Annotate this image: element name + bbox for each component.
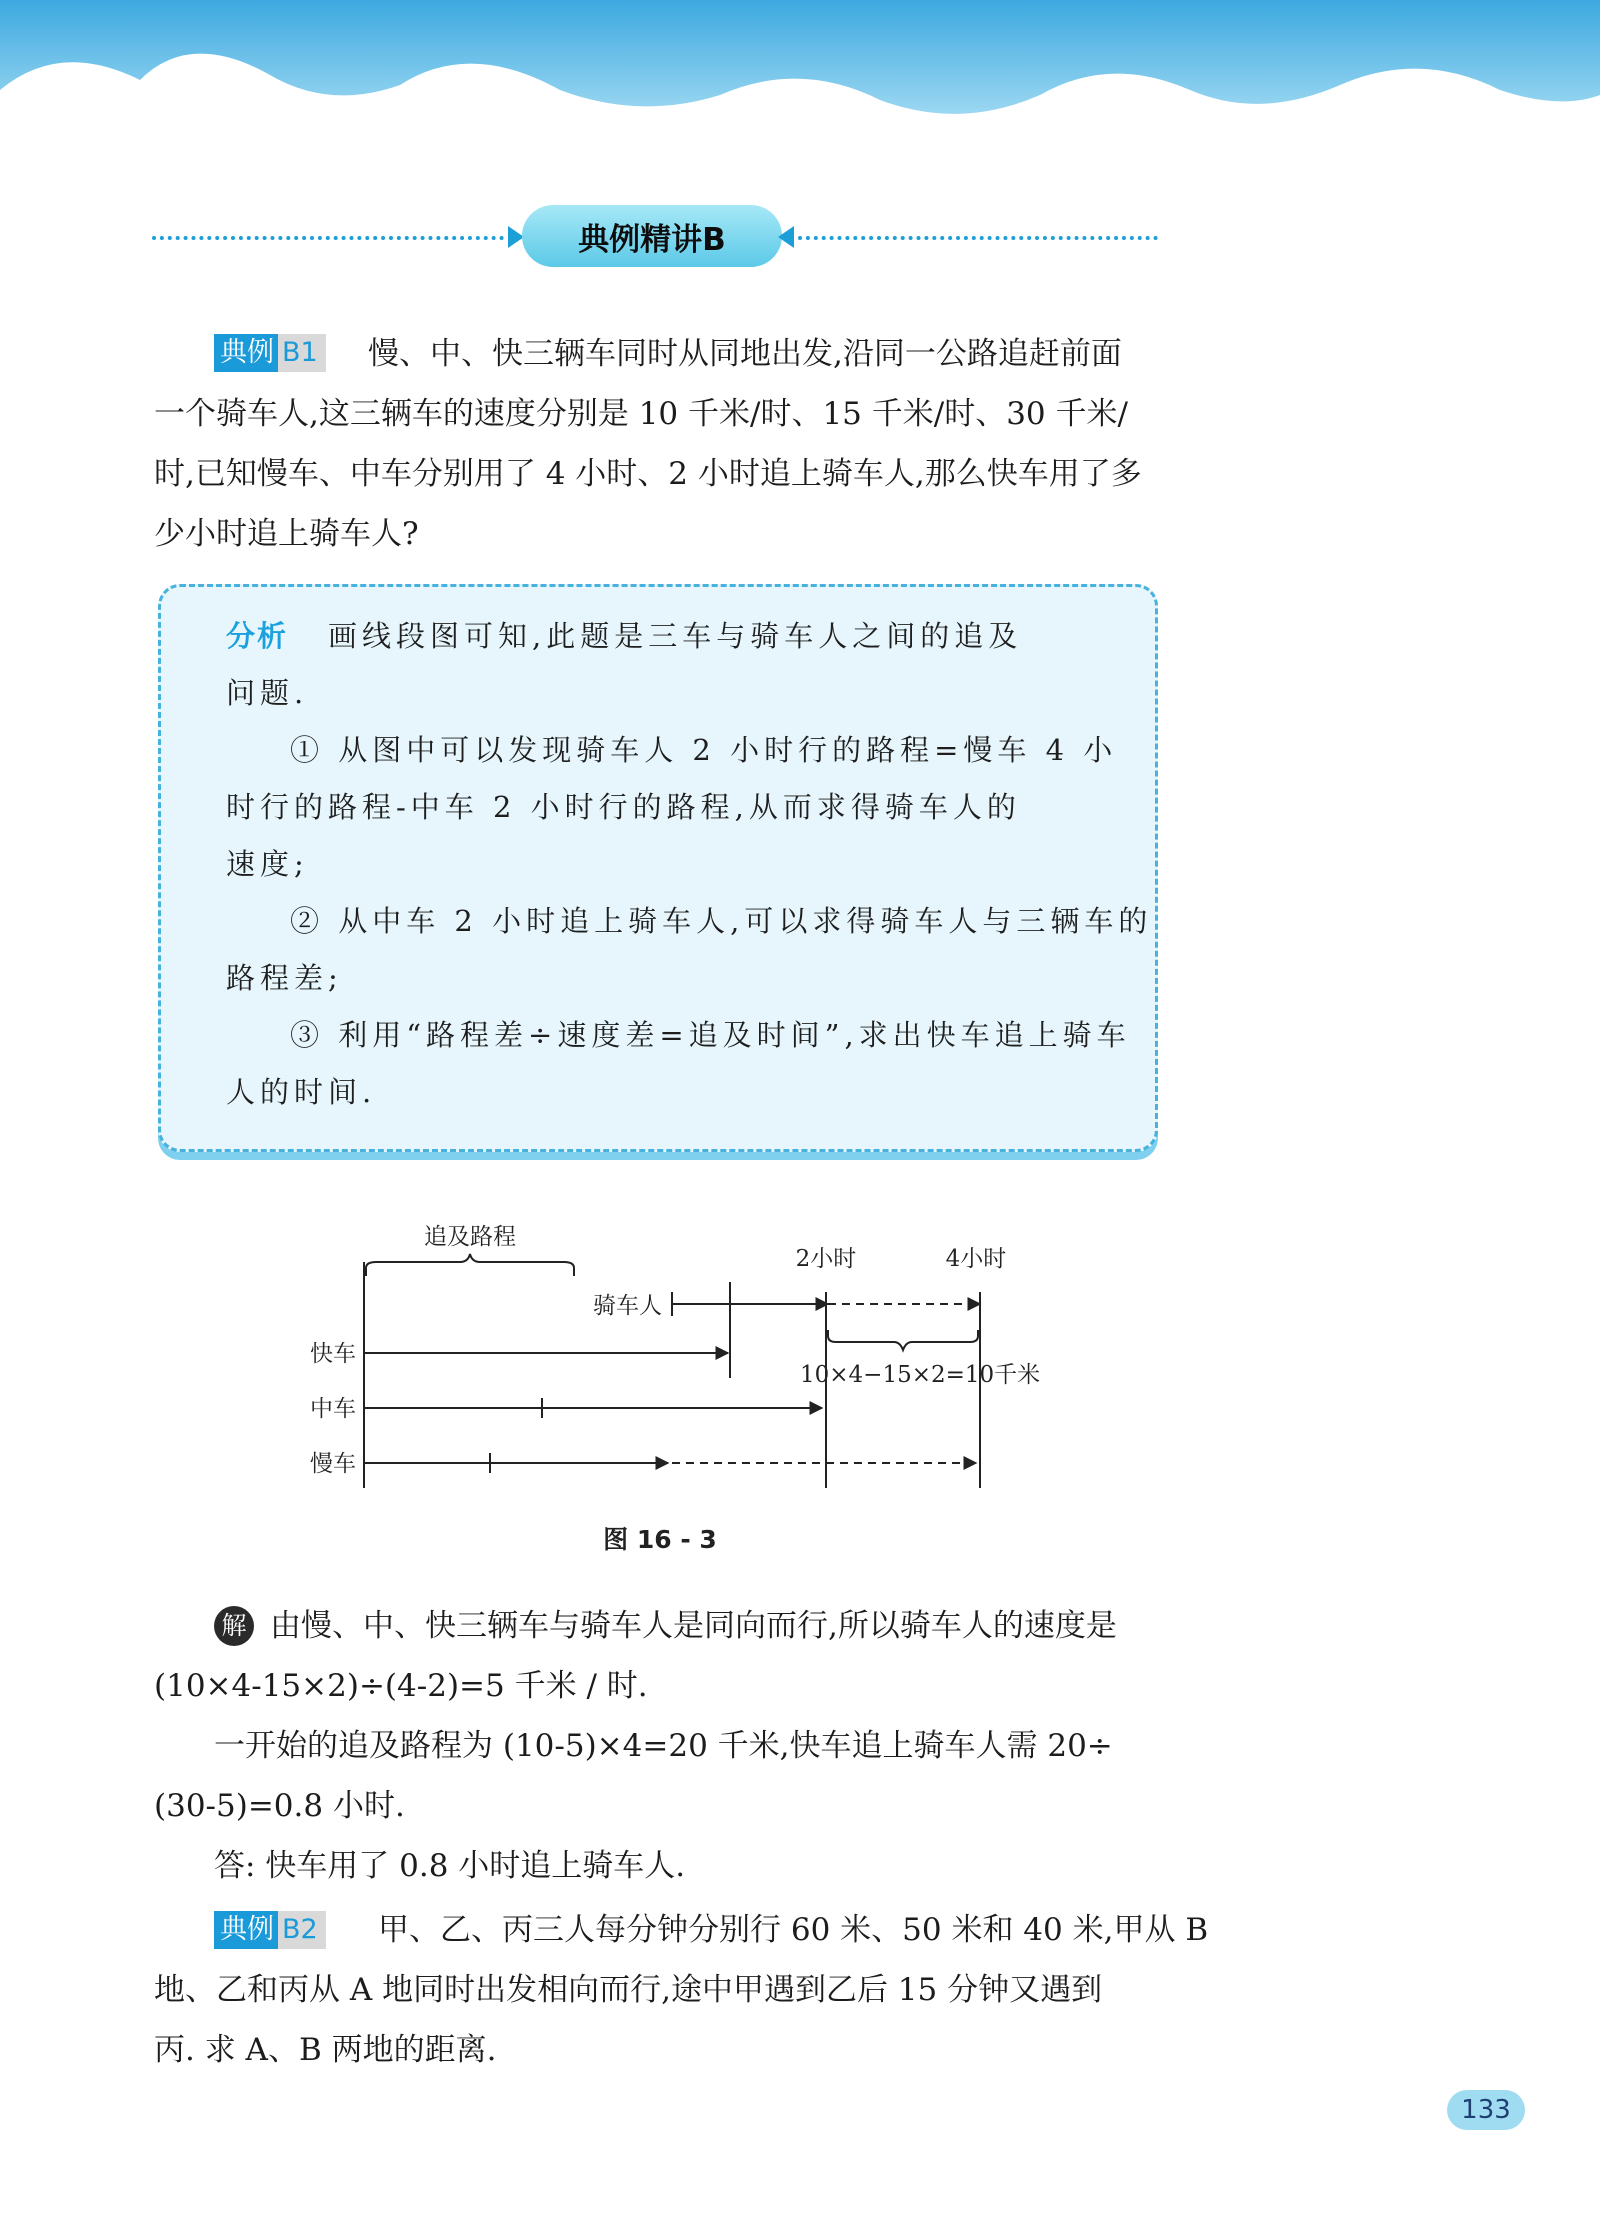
badge-code: B1: [278, 334, 326, 372]
sky-header-decoration: [0, 0, 1600, 150]
example-b2-line: 地、乙和丙从 A 地同时出发相向而行,途中甲遇到乙后 15 分钟又遇到: [154, 1972, 1103, 2008]
example-b2-line: 甲、乙、丙三人每分钟分别行 60 米、50 米和 40 米,甲从 B: [378, 1912, 1209, 1948]
badge-label: 典例: [214, 334, 278, 372]
mid-car-label: 中车: [310, 1396, 356, 1422]
example-b1-line: 一个骑车人,这三辆车的速度分别是 10 千米/时、15 千米/时、30 千米/: [154, 396, 1128, 432]
analysis-line: ③ 利用“路程差÷速度差=追及时间”,求出快车追上骑车: [290, 1018, 1131, 1052]
page-number: 133: [1447, 2090, 1525, 2130]
section-arrow-left-icon: [778, 226, 794, 248]
solution-mark: 解: [214, 1606, 254, 1646]
example-b2-line: 丙. 求 A、B 两地的距离.: [154, 2032, 497, 2068]
analysis-line: 画线段图可知,此题是三车与骑车人之间的追及: [328, 619, 1023, 653]
line-segment-diagram: [280, 1210, 1060, 1510]
badge-label: 典例: [214, 1911, 278, 1949]
solution-line: 由慢、中、快三辆车与骑车人是同向而行,所以骑车人的速度是: [270, 1608, 1117, 1644]
example-b1-line: 慢、中、快三辆车同时从同地出发,沿同一公路追赶前面: [368, 336, 1122, 372]
chase-distance-brace: [366, 1254, 574, 1276]
slow-car-label: 慢车: [310, 1451, 356, 1477]
analysis-line: 时行的路程-中车 2 小时行的路程,从而求得骑车人的: [226, 790, 1021, 824]
ten-km-label: 10×4−15×2=10千米: [800, 1362, 1041, 1388]
solution-answer: 答: 快车用了 0.8 小时追上骑车人.: [214, 1848, 686, 1884]
time-4h-label: 4小时: [945, 1246, 1007, 1272]
example-b2-badge: [214, 1911, 326, 1949]
figure-caption: 图 16 - 3: [603, 1525, 717, 1554]
time-2h-label: 2小时: [795, 1246, 857, 1272]
solution-line: 一开始的追及路程为 (10-5)×4=20 千米,快车追上骑车人需 20÷: [214, 1728, 1113, 1764]
chase-distance-label: 追及路程: [424, 1224, 516, 1250]
badge-code: B2: [278, 1911, 326, 1949]
example-b1-line: 少小时追上骑车人?: [154, 516, 419, 552]
cyclist-label: 骑车人: [593, 1293, 662, 1319]
section-title: 典例精讲B: [522, 205, 782, 267]
section-rule-right: [798, 236, 1158, 240]
analysis-line: 路程差;: [226, 961, 343, 995]
analysis-label: 分析: [226, 619, 289, 653]
analysis-line: ① 从图中可以发现骑车人 2 小时行的路程=慢车 4 小: [290, 733, 1118, 767]
solution-line: (30-5)=0.8 小时.: [154, 1788, 405, 1824]
analysis-line: ② 从中车 2 小时追上骑车人,可以求得骑车人与三辆车的: [290, 904, 1153, 938]
solution-line: (10×4-15×2)÷(4-2)=5 千米 / 时.: [154, 1668, 648, 1704]
analysis-line: 问题.: [226, 676, 309, 710]
analysis-line: 速度;: [226, 847, 309, 881]
fast-car-label: 快车: [310, 1341, 356, 1367]
example-b1-line: 时,已知慢车、中车分别用了 4 小时、2 小时追上骑车人,那么快车用了多: [154, 456, 1142, 492]
example-b1-badge: [214, 334, 326, 372]
analysis-line: 人的时间.: [226, 1075, 377, 1109]
ten-km-brace: [828, 1330, 978, 1350]
section-rule-left: [152, 236, 504, 240]
